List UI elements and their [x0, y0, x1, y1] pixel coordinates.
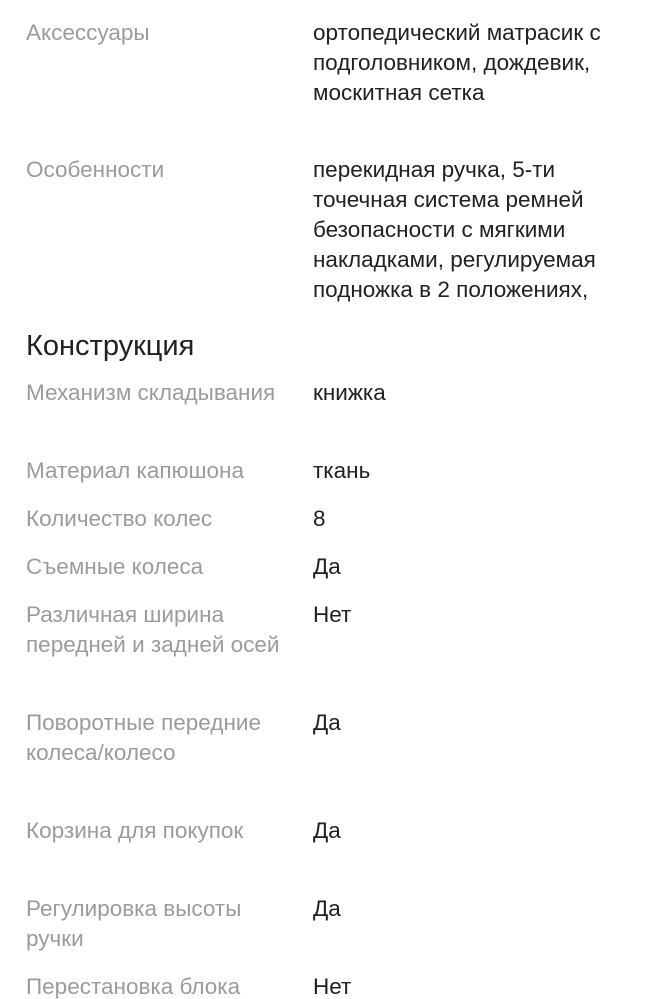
spec-label: Перестановка блока [26, 974, 241, 999]
spec-label: Различная ширина передней и задней осей [26, 602, 280, 657]
spec-value: Да [313, 710, 341, 735]
spec-label: Регулировка высоты ручки [26, 896, 242, 951]
spec-value: ортопедический матрасик с подголовником, дождевик, москитная сетка [313, 20, 601, 105]
spec-label: Аксессуары [26, 20, 150, 45]
spec-label: Материал капюшона [26, 458, 244, 483]
spec-label: Особенности [26, 157, 165, 182]
spec-value: перекидная ручка, 5-ти точечная система ремней безопасности с мягкими накладками, регулируемая подножка в 2 положениях, [313, 157, 596, 302]
spec-value: Да [313, 896, 341, 921]
spec-value: книжка [313, 380, 386, 405]
spec-row-seat-reversal [0, 972, 655, 999]
spec-row-axle-width [0, 600, 655, 708]
general-specs-list [0, 18, 655, 325]
spec-label: Корзина для покупок [26, 818, 244, 843]
spec-row-folding-mechanism [0, 378, 655, 456]
spec-row-handle-height [0, 894, 655, 972]
spec-label: Поворотные передние колеса/колесо [26, 710, 261, 765]
spec-row-wheel-count [0, 504, 655, 552]
spec-row-accessories [0, 18, 655, 155]
spec-row-removable-wheels [0, 552, 655, 600]
spec-label: Количество колес [26, 506, 213, 531]
spec-row-swivel-wheels [0, 708, 655, 816]
spec-value: Да [313, 554, 341, 579]
spec-value: Нет [313, 974, 352, 999]
spec-label: Съемные колеса [26, 554, 204, 579]
spec-value: 8 [313, 506, 326, 531]
spec-label: Механизм складывания [26, 380, 276, 405]
spec-value: Да [313, 818, 341, 843]
section-title-construction: Конструкция [26, 330, 195, 362]
spec-row-hood-material [0, 456, 655, 504]
spec-value: Нет [313, 602, 352, 627]
spec-row-features [0, 155, 655, 325]
spec-value: ткань [313, 458, 371, 483]
construction-specs-list [0, 378, 655, 999]
spec-row-shopping-basket [0, 816, 655, 894]
